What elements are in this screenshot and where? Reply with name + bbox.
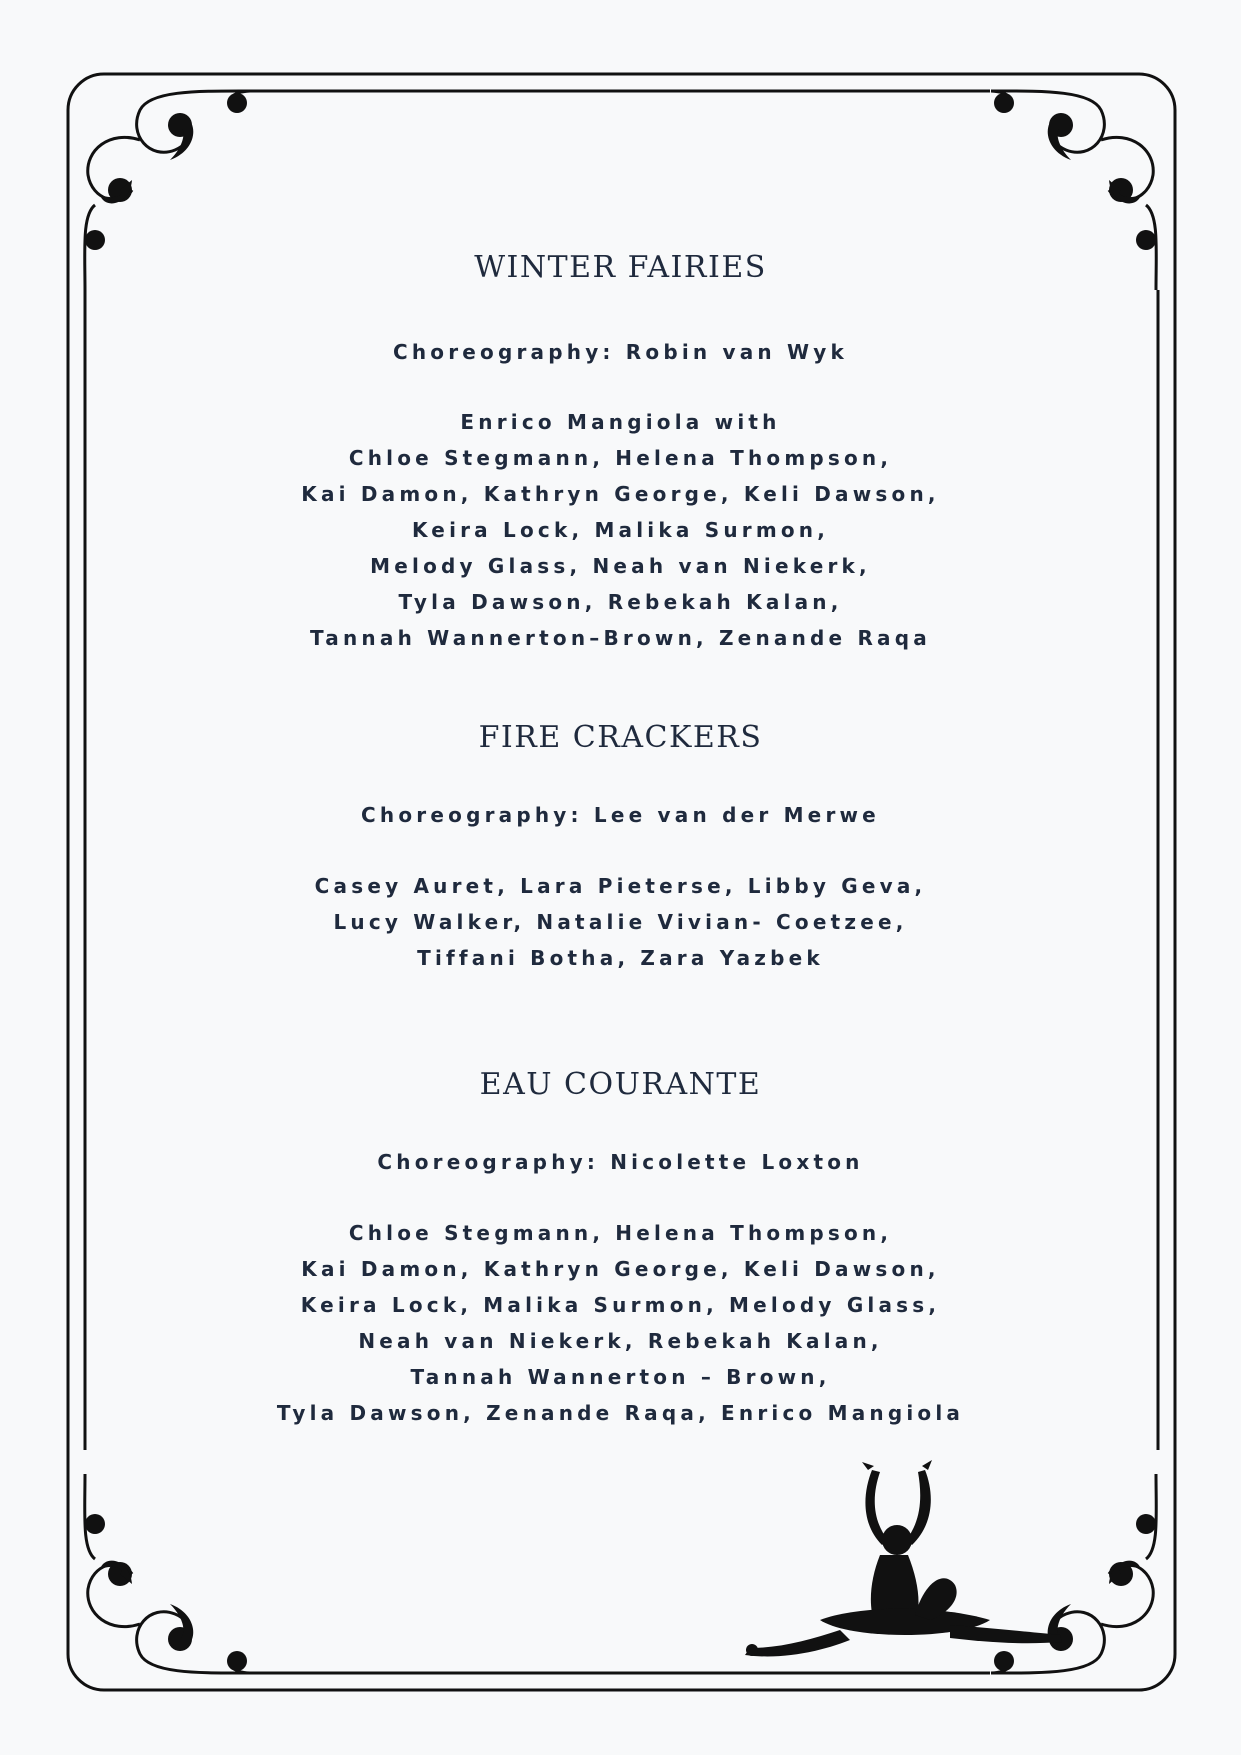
section-title-fire-crackers: FIRE CRACKERS [478,720,763,755]
cast-list [0,404,1241,656]
cast-line: Tannah Wannerton–Brown, Zenande Raqa [310,626,931,650]
cast-line: Chloe Stegmann, Helena Thompson, [348,1221,893,1245]
cast-line: Enrico Mangiola with [460,410,781,434]
cast-line: Keira Lock, Malika Surmon, [411,518,830,542]
cast-line: Kai Damon, Kathryn George, Keli Dawson, [301,482,940,506]
cast-line: Chloe Stegmann, Helena Thompson, [348,446,893,470]
cast-line: Lucy Walker, Natalie Vivian- Coetzee, [333,910,908,934]
cast-line: Keira Lock, Malika Surmon, Melody Glass, [300,1293,941,1317]
section-title-eau-courante: EAU COURANTE [479,1067,762,1102]
cast-line: Tiffani Botha, Zara Yazbek [417,946,824,970]
cast-line: Melody Glass, Neah van Niekerk, [370,554,871,578]
cast-line: Casey Auret, Lara Pieterse, Libby Geva, [314,874,927,898]
cast-line: Tyla Dawson, Zenande Raqa, Enrico Mangiola [276,1401,965,1425]
cast-line: Kai Damon, Kathryn George, Keli Dawson, [301,1257,940,1281]
choreography-credit: Choreography: Nicolette Loxton [377,1150,864,1174]
section-title-winter-fairies: WINTER FAIRIES [474,250,767,285]
cast-line: Neah van Niekerk, Rebekah Kalan, [358,1329,883,1353]
cast-line: Tyla Dawson, Rebekah Kalan, [398,590,843,614]
cast-list [0,1215,1241,1431]
choreography-credit: Choreography: Lee van der Merwe [361,803,880,827]
cast-list [0,868,1241,976]
choreography-credit: Choreography: Robin van Wyk [392,340,849,364]
cast-line: Tannah Wannerton – Brown, [410,1365,831,1389]
